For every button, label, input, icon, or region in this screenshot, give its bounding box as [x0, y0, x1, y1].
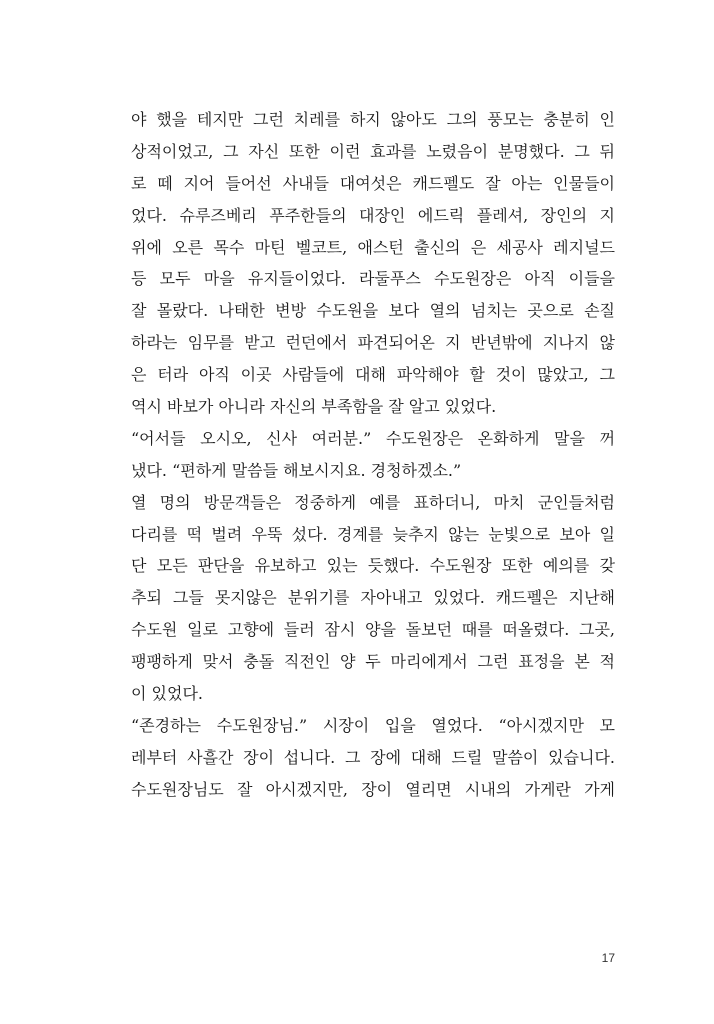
page-number: 17: [601, 951, 615, 965]
text-line: 었다. 슈루즈베리 푸주한들의 대장인 에드릭 플레셔, 장인의 지: [131, 205, 615, 225]
text-line: 위에 오른 목수 마틴 벨코트, 애스턴 출신의 은 세공사 레지널드: [131, 237, 615, 257]
text-line: 수도원 일로 고향에 들러 잠시 양을 돌보던 때를 떠올렸다. 그곳,: [131, 620, 615, 640]
text-line: 야 했을 테지만 그런 치레를 하지 않아도 그의 풍모는 충분히 인: [131, 110, 615, 129]
body-text: [131, 104, 615, 806]
text-line: 하라는 임무를 받고 런던에서 파견되어온 지 반년밖에 지나지 않: [131, 333, 615, 353]
text-line: 열 명의 방문객들은 정중하게 예를 표하더니, 마치 군인들처럼: [131, 492, 615, 512]
text-line: 이 있었다.: [131, 684, 203, 704]
text-line: 상적이었고, 그 자신 또한 이런 효과를 노렸음이 분명했다. 그 뒤: [131, 141, 615, 161]
text-line: 로 떼 지어 들어선 사내들 대여섯은 캐드펠도 잘 아는 인물들이: [131, 173, 615, 193]
text-line: 다리를 떡 벌려 우뚝 섰다. 경계를 늦추지 않는 눈빛으로 보아 일: [131, 524, 615, 544]
text-line: 등 모두 마을 유지들이었다. 라둘푸스 수도원장은 아직 이들을: [131, 269, 615, 289]
text-line: 수도원장님도 잘 아시겠지만, 장이 열리면 시내의 가게란 가게: [131, 779, 615, 799]
text-line: 팽팽하게 맞서 충돌 직전인 양 두 마리에게서 그런 표정을 본 적: [131, 652, 615, 672]
text-line: 단 모든 판단을 유보하고 있는 듯했다. 수도원장 또한 예의를 갖: [131, 556, 615, 576]
text-line: “존경하는 수도원장님.” 시장이 입을 열었다. “아시겠지만 모: [131, 715, 615, 735]
text-line: “어서들 오시오, 신사 여러분.” 수도원장은 온화하게 말을 꺼: [131, 428, 615, 448]
text-line: 추되 그들 못지않은 분위기를 자아내고 있었다. 캐드펠은 지난해: [131, 588, 615, 608]
text-line: 잘 몰랐다. 나태한 변방 수도원을 보다 열의 넘치는 곳으로 손질: [131, 301, 615, 321]
text-line: 레부터 사흘간 장이 섭니다. 그 장에 대해 드릴 말씀이 있습니다.: [131, 747, 615, 767]
text-line: 역시 바보가 아니라 자신의 부족함을 잘 알고 있었다.: [131, 397, 497, 417]
text-line: 은 터라 아직 이곳 사람들에 대해 파악해야 할 것이 많았고, 그: [131, 365, 615, 385]
text-line: 냈다. “편하게 말씀들 해보시지요. 경청하겠소.”: [131, 460, 462, 480]
